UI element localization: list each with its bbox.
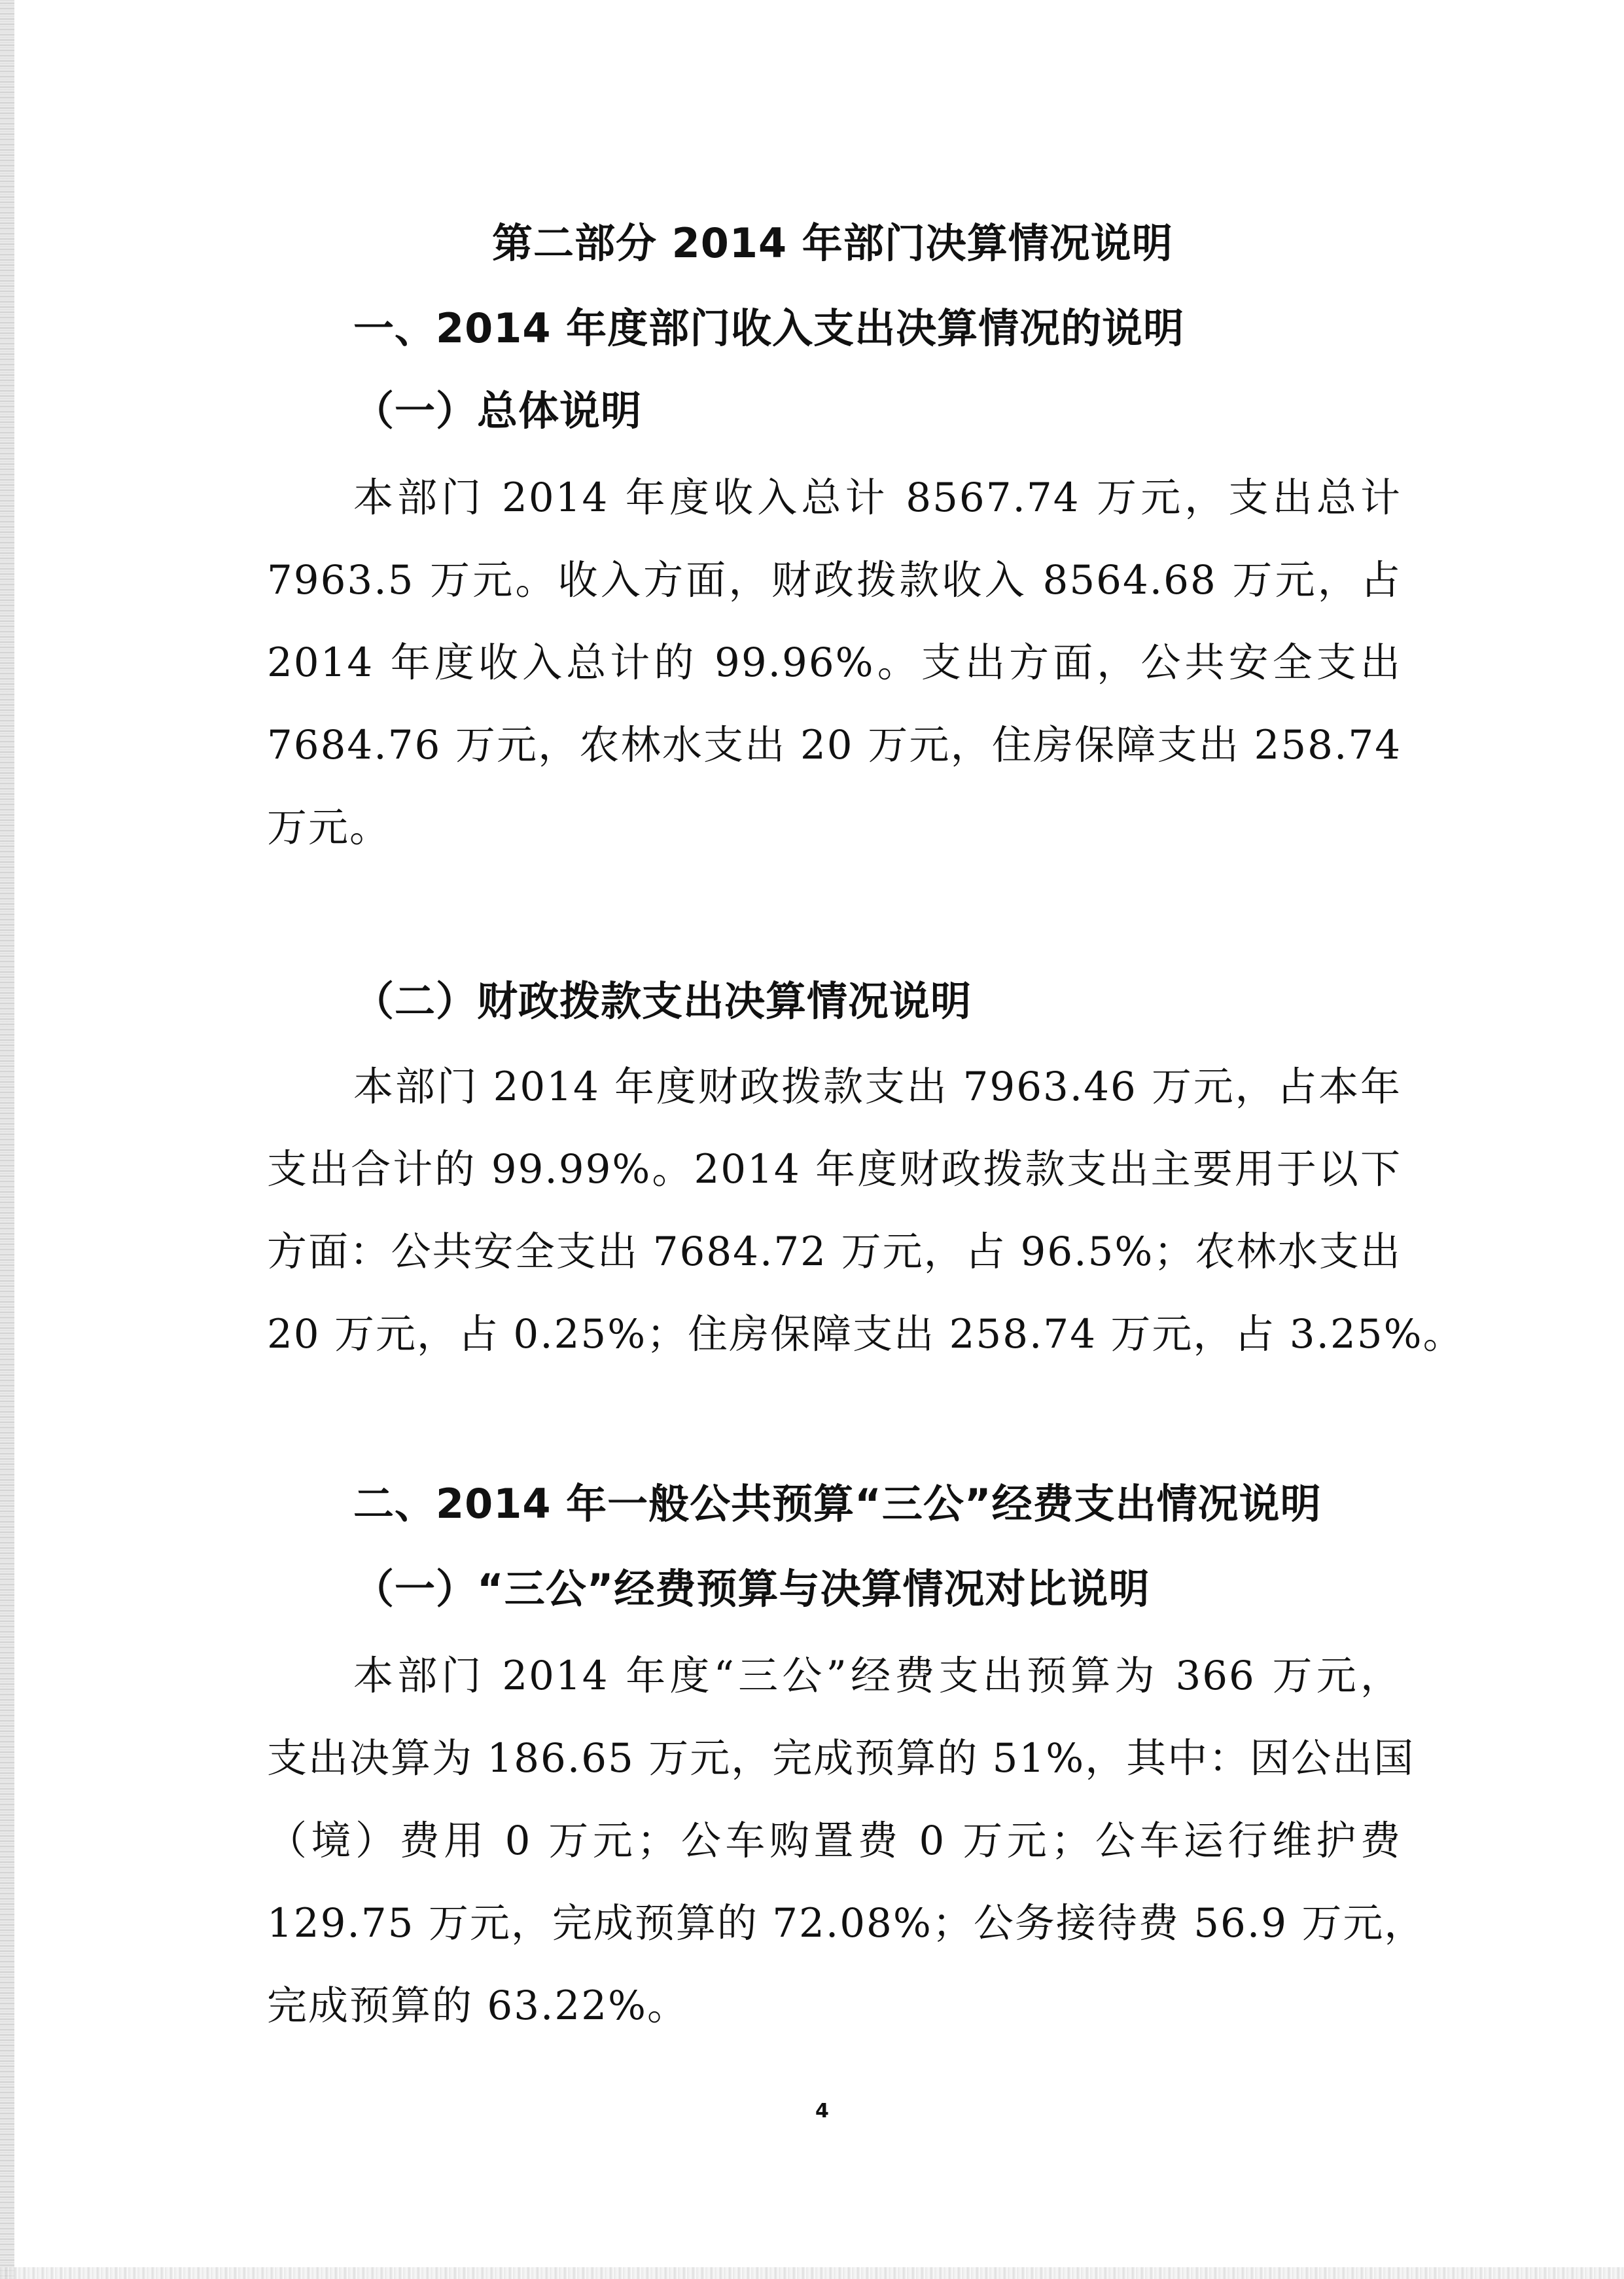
paragraph-line: 万元。 xyxy=(267,804,391,851)
page-number: 4 xyxy=(815,2100,829,2123)
subsection-2-1-heading: （一）“三公”经费预算与决算情况对比说明 xyxy=(353,1565,1150,1613)
paragraph-line: 本部门 2014 年度财政拨款支出 7963.46 万元，占本年 xyxy=(353,1064,1402,1110)
paragraph-line: 方面：公共安全支出 7684.72 万元，占 96.5%；农林水支出 xyxy=(267,1229,1402,1275)
section-2-heading: 二、2014 年一般公共预算“三公”经费支出情况说明 xyxy=(353,1480,1322,1528)
scan-bottom-artifact xyxy=(0,2267,1624,2279)
paragraph-line: 支出决算为 186.65 万元，完成预算的 51%，其中：因公出国 xyxy=(267,1735,1415,1782)
paragraph-line: 本部门 2014 年度收入总计 8567.74 万元，支出总计 xyxy=(353,475,1402,521)
paragraph-line: 完成预算的 63.22%。 xyxy=(267,1983,688,2029)
paragraph-line: （境）费用 0 万元；公车购置费 0 万元；公车运行维护费 xyxy=(267,1818,1402,1864)
scan-edge-artifact xyxy=(0,0,14,2279)
subsection-1-1-heading: （一）总体说明 xyxy=(353,387,643,435)
paragraph-line: 2014 年度收入总计的 99.96%。支出方面，公共安全支出 xyxy=(267,639,1402,686)
document-title: 第二部分 2014 年部门决算情况说明 xyxy=(492,219,1173,267)
paragraph-line: 本部门 2014 年度“三公”经费支出预算为 366 万元， xyxy=(353,1653,1402,1699)
section-1-heading: 一、2014 年度部门收入支出决算情况的说明 xyxy=(353,304,1185,352)
paragraph-line: 支出合计的 99.99%。2014 年度财政拨款支出主要用于以下 xyxy=(267,1146,1402,1193)
paragraph-line: 129.75 万元，完成预算的 72.08%；公务接待费 56.9 万元， xyxy=(267,1900,1426,1947)
paragraph-line: 20 万元，占 0.25%；住房保障支出 258.74 万元，占 3.25%。 xyxy=(267,1311,1464,1357)
paragraph-line: 7684.76 万元，农林水支出 20 万元，住房保障支出 258.74 xyxy=(267,722,1402,768)
paragraph-line: 7963.5 万元。收入方面，财政拨款收入 8564.68 万元，占 xyxy=(267,557,1402,603)
subsection-1-2-heading: （二）财政拨款支出决算情况说明 xyxy=(353,977,972,1025)
